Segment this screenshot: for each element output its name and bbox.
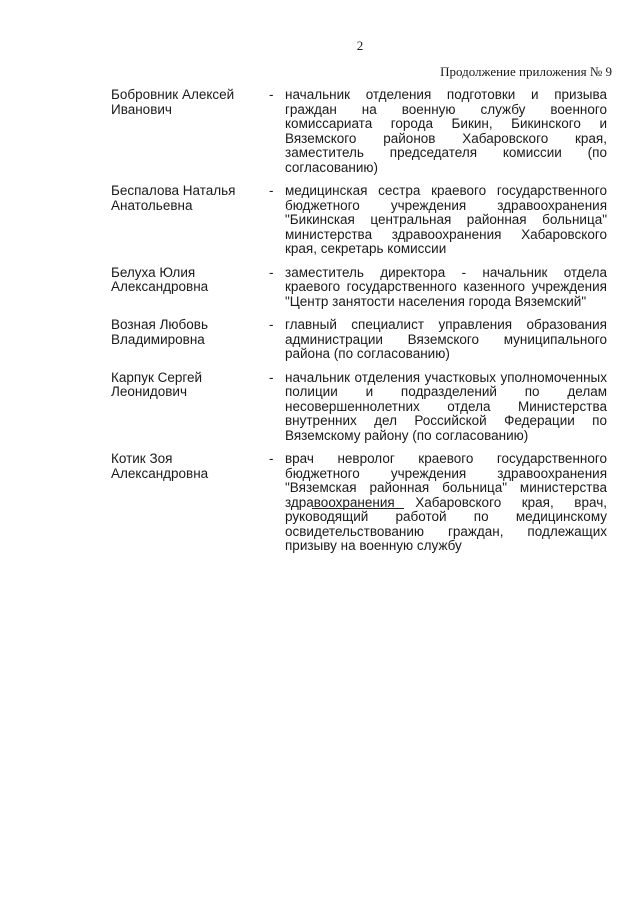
member-name: Белуха Юлия Александровна [111,264,209,294]
entry-dash: - [269,369,274,385]
entry-dash: - [269,87,274,102]
member-entry [111,452,607,554]
member-entry [111,88,607,175]
member-name: Котик Зоя Александровна [111,451,209,481]
member-position: главный специалист управления образования администрации Вяземского муниципального района (по согласованию) [285,317,607,361]
member-position: заместитель директора - начальник отдела краевого государственного казенного учреждения "Центр занятости населения города Вяземский" [285,264,607,309]
member-name: Бобровник Алексей Иванович [111,87,235,117]
member-entry [111,266,607,310]
entry-dash: - [269,183,274,198]
member-entry [111,184,607,257]
member-position: врач невролог краевого государственного бюджетного учреждения здравоохранения "Вяземская районная больница" министерства здравоохранения Хабаровского края, врач, руководящий работой по медицинскому освидетельствованию граждан, подлежащих призыву на военную службу [285,451,607,553]
member-position: медицинская сестра краевого государственного бюджетного учреждения здравоохранения "Бикинская центральная районная больница" министерства здравоохранения Хабаровского края, секретарь комиссии [285,183,607,256]
commission-members-list [111,88,607,563]
member-entry [111,371,607,444]
member-position: начальник отделения участковых уполномоченных полиции и подразделений по делам несовершеннолетних отдела Министерства внутренних дел Российской Федерации по Вяземскому району (по согласованию) [285,369,607,443]
entry-dash: - [269,264,274,280]
member-name: Беспалова Наталья Анатольевна [111,183,236,213]
member-name: Возная Любовь Владимировна [111,317,209,347]
appendix-continuation-note: Продолжение приложения № 9 [440,64,612,79]
end-of-list-divider [312,508,404,509]
member-name: Карпук Сергей Леонидович [111,369,203,399]
page-number: 2 [356,38,364,53]
member-entry [111,318,607,362]
member-position: начальник отделения подготовки и призыва граждан на военную службу военного комиссариата города Бикин, Бикинского и Вяземского районов Хабаровского края, заместитель председателя комиссии (по согласованию) [285,87,607,175]
entry-dash: - [269,451,274,466]
entry-dash: - [269,317,274,332]
